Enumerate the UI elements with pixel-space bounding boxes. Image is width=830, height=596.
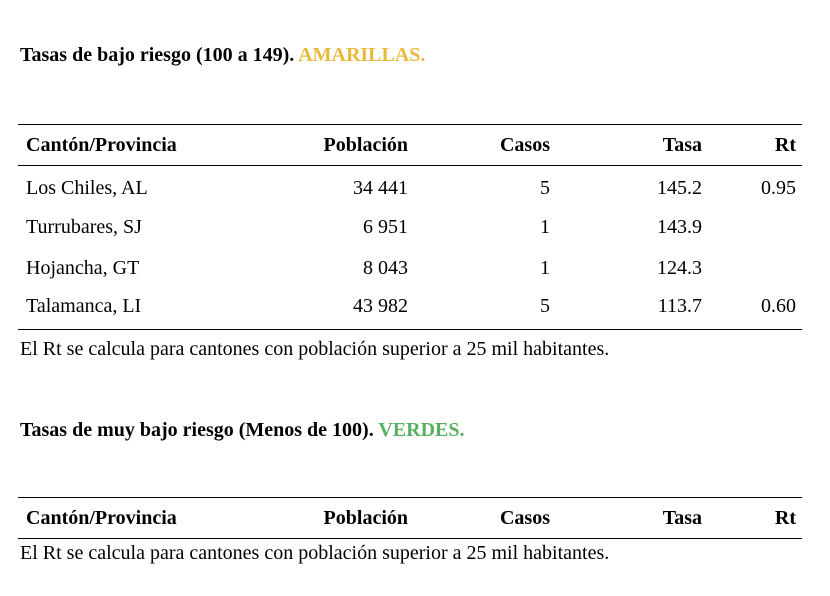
cell-rt: 0.60: [708, 289, 802, 330]
table-row: [18, 207, 802, 248]
cell-poblacion: 8 043: [363, 256, 408, 279]
low-risk-heading-text: Tasas de bajo riesgo (100 a 149).: [20, 44, 295, 66]
cell-canton: Turrubares, SJ: [26, 215, 142, 238]
low-risk-table: [18, 124, 802, 330]
column-header-rt: Rt: [708, 125, 802, 166]
very-low-risk-heading: [20, 419, 465, 442]
column-header-tasa: Tasa: [556, 125, 708, 166]
cell-rt: [708, 248, 802, 289]
cell-tasa: 145.2: [657, 176, 702, 199]
column-header-casos: Casos: [414, 498, 556, 539]
very-low-risk-color-tag: VERDES.: [378, 419, 465, 441]
column-header-canton: Cantón/Provincia: [18, 125, 232, 166]
table-row: [18, 248, 802, 289]
column-header-poblacion: Población: [232, 125, 414, 166]
table-header-row: [18, 498, 802, 539]
cell-poblacion: 34 441: [353, 176, 408, 199]
cell-rt: 0.95: [761, 176, 796, 199]
cell-casos: 5: [540, 176, 550, 199]
cell-casos: 1: [540, 256, 550, 279]
cell-poblacion: 43 982: [232, 289, 414, 330]
very-low-risk-heading-text: Tasas de muy bajo riesgo (Menos de 100).: [20, 419, 374, 441]
cell-poblacion: 6 951: [363, 215, 408, 238]
column-header-canton: Cantón/Provincia: [18, 498, 232, 539]
low-risk-footnote: El Rt se calcula para cantones con población superior a 25 mil habitantes.: [20, 338, 610, 360]
column-header-tasa: Tasa: [556, 498, 708, 539]
low-risk-heading: [20, 44, 425, 67]
cell-canton: Talamanca, LI: [18, 289, 232, 330]
cell-tasa: 113.7: [556, 289, 708, 330]
table-row: [18, 289, 802, 330]
column-header-rt: Rt: [708, 498, 802, 539]
cell-casos: 5: [414, 289, 556, 330]
cell-tasa: 124.3: [657, 256, 702, 279]
cell-canton: Hojancha, GT: [26, 256, 140, 279]
cell-tasa: 143.9: [657, 215, 702, 238]
table-header-row: [18, 125, 802, 166]
column-header-casos: Casos: [414, 125, 556, 166]
low-risk-color-tag: AMARILLAS.: [298, 44, 426, 66]
cell-canton: Los Chiles, AL: [26, 176, 148, 199]
very-low-risk-footnote: El Rt se calcula para cantones con población superior a 25 mil habitantes.: [20, 542, 610, 564]
cell-casos: 1: [540, 215, 550, 238]
table-row: [18, 166, 802, 207]
very-low-risk-table: [18, 497, 802, 539]
column-header-poblacion: Población: [232, 498, 414, 539]
cell-rt: [708, 207, 802, 248]
